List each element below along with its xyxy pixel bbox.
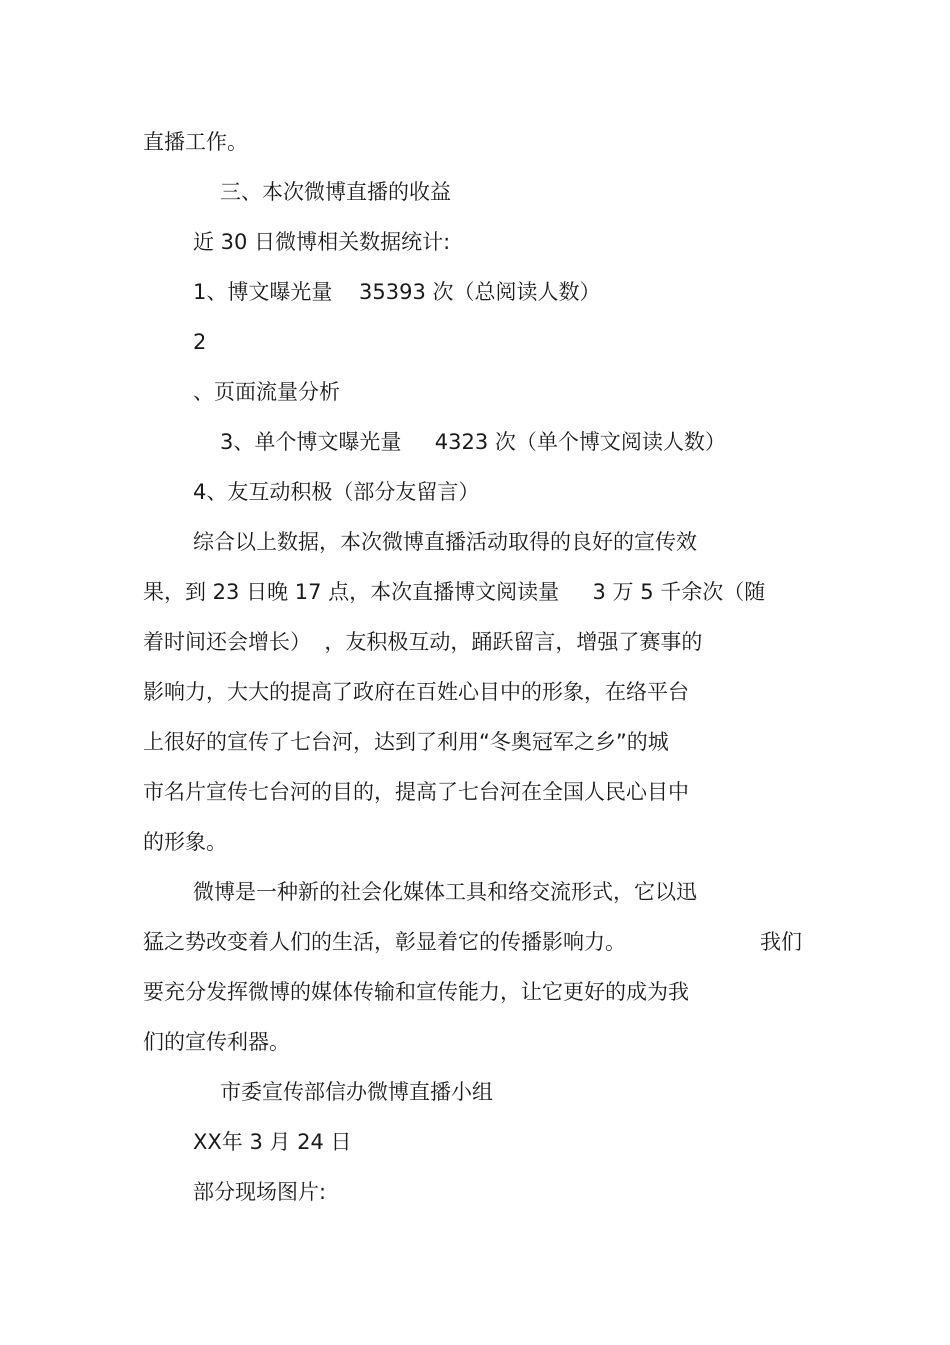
list-item: 、页面流量分析 — [193, 380, 340, 404]
paragraph-line: 微博是一种新的社会化媒体工具和络交流形式，它以迅 — [193, 880, 697, 904]
section-heading: 三、本次微博直播的收益 — [220, 180, 451, 204]
list-item: 1、博文曝光量 35393 次（总阅读人数） — [193, 280, 601, 304]
paragraph-line: 市名片宣传七台河的目的，提高了七台河在全国人民心目中 — [143, 780, 689, 804]
text-line: 直播工作。 — [143, 130, 248, 154]
paragraph-line: 们的宣传利器。 — [143, 1030, 290, 1054]
paragraph-line-end: 我们 — [760, 930, 802, 954]
signature-date: XX年 3 月 24 日 — [193, 1130, 352, 1154]
list-item-number: 2 — [193, 330, 207, 354]
paragraph-line: 上很好的宣传了七台河，达到了利用“冬奥冠军之乡”的城 — [143, 730, 669, 754]
paragraph-line: 着时间还会增长） ，友积极互动，踊跃留言，增强了赛事的 — [143, 630, 703, 654]
text-line: 近 30 日微博相关数据统计: — [193, 230, 451, 254]
paragraph-line: 影响力，大大的提高了政府在百姓心目中的形象，在络平台 — [143, 680, 689, 704]
paragraph-line: 果，到 23 日晚 17 点，本次直播博文阅读量 3 万 5 千余次（随 — [143, 580, 766, 604]
signature-org: 市委宣传部信办微博直播小组 — [220, 1080, 493, 1104]
paragraph-line: 要充分发挥微博的媒体传输和宣传能力，让它更好的成为我 — [143, 980, 689, 1004]
list-item: 3、单个博文曝光量 4323 次（单个博文阅读人数） — [220, 430, 726, 454]
list-item: 4、友互动积极（部分友留言） — [193, 480, 480, 504]
paragraph-line: 猛之势改变着人们的生活，彰显着它的传播影响力。 — [143, 930, 626, 954]
paragraph-line: 综合以上数据，本次微博直播活动取得的良好的宣传效 — [193, 530, 697, 554]
paragraph-line: 的形象。 — [143, 830, 227, 854]
photos-caption: 部分现场图片: — [193, 1180, 327, 1204]
